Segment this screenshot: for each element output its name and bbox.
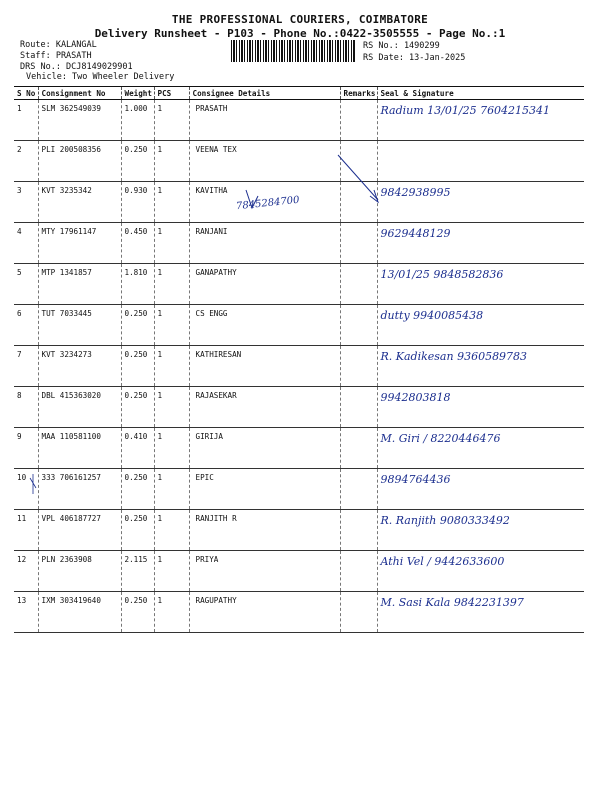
cell-pcs: 1 xyxy=(154,305,189,346)
cell-sno: 4 xyxy=(14,223,38,264)
cell-weight: 0.250 xyxy=(121,469,154,510)
cell-consignee: PRASATH xyxy=(189,100,340,141)
cell-consignment: SLM 362549039 xyxy=(38,100,121,141)
cell-consignment: IXM 303419640 xyxy=(38,592,121,633)
cell-consignment: MTY 17961147 xyxy=(38,223,121,264)
cell-signature xyxy=(377,592,584,633)
runsheet-subtitle: Delivery Runsheet - P103 - Phone No.:0422-3505555 - Page No.:1 xyxy=(94,27,506,40)
cell-pcs: 1 xyxy=(154,346,189,387)
cell-consignee: RANJANI xyxy=(189,223,340,264)
table-row xyxy=(14,264,584,305)
signature-handwriting: Radium 13/01/25 7604215341 xyxy=(380,104,551,117)
cell-signature xyxy=(377,551,584,592)
table-row xyxy=(14,100,584,141)
table-row xyxy=(14,141,584,182)
cell-remarks xyxy=(340,510,377,551)
signature-handwriting: R. Kadikesan 9360589783 xyxy=(380,350,528,363)
cell-pcs: 1 xyxy=(154,141,189,182)
cell-remarks xyxy=(340,346,377,387)
handwritten-note: 7845284700 xyxy=(235,194,301,213)
cell-sno: 8 xyxy=(14,387,38,428)
cell-consignment: DBL 415363020 xyxy=(38,387,121,428)
cell-pcs: 1 xyxy=(154,100,189,141)
signature-handwriting: 13/01/25 9848582836 xyxy=(380,268,504,281)
cell-remarks xyxy=(340,428,377,469)
table-row xyxy=(14,346,584,387)
cell-remarks xyxy=(340,182,377,223)
cell-weight: 1.000 xyxy=(121,100,154,141)
col-sno: S No xyxy=(14,87,38,100)
cell-consignee: RANJITH R xyxy=(189,510,340,551)
cell-consignee: KAVITHA xyxy=(189,182,340,223)
cell-signature xyxy=(377,264,584,305)
cell-remarks xyxy=(340,305,377,346)
col-remarks: Remarks xyxy=(340,87,377,100)
signature-handwriting: 9894764436 xyxy=(380,473,451,486)
table-header-row xyxy=(14,87,584,100)
cell-weight: 1.810 xyxy=(121,264,154,305)
signature-handwriting: M. Sasi Kala 9842231397 xyxy=(380,596,524,609)
table-row xyxy=(14,223,584,264)
signature-handwriting: Athi Vel / 9442633600 xyxy=(380,555,505,568)
cell-sno: 13 xyxy=(14,592,38,633)
cell-signature xyxy=(377,387,584,428)
cell-consignee: VEENA TEX xyxy=(189,141,340,182)
table-row xyxy=(14,387,584,428)
cell-consignment: MTP 1341857 xyxy=(38,264,121,305)
table-row xyxy=(14,592,584,633)
cell-consignment: PLI 200508356 xyxy=(38,141,121,182)
cell-consignment: VPL 406187727 xyxy=(38,510,121,551)
cell-weight: 0.410 xyxy=(121,428,154,469)
cell-weight: 0.250 xyxy=(121,346,154,387)
cell-consignee: RAGUPATHY xyxy=(189,592,340,633)
cell-sno: 5 xyxy=(14,264,38,305)
cell-weight: 0.250 xyxy=(121,387,154,428)
cell-consignee: GANAPATHY xyxy=(189,264,340,305)
cell-consignee: PRIYA xyxy=(189,551,340,592)
signature-handwriting: R. Ranjith 9080333492 xyxy=(380,514,510,527)
cell-pcs: 1 xyxy=(154,551,189,592)
cell-weight: 0.450 xyxy=(121,223,154,264)
cell-signature xyxy=(377,100,584,141)
col-consignee: Consignee Details xyxy=(189,87,340,100)
cell-pcs: 1 xyxy=(154,223,189,264)
cell-sno: 7 xyxy=(14,346,38,387)
cell-weight: 0.250 xyxy=(121,141,154,182)
cell-signature xyxy=(377,141,584,182)
cell-remarks xyxy=(340,264,377,305)
cell-weight: 0.250 xyxy=(121,592,154,633)
col-pcs: PCS xyxy=(154,87,189,100)
rs-date: RS Date: 13-Jan-2025 xyxy=(363,53,466,63)
cell-remarks xyxy=(340,100,377,141)
staff-label: Staff: PRASATH xyxy=(20,51,92,61)
cell-pcs: 1 xyxy=(154,387,189,428)
cell-consignee: CS ENGG xyxy=(189,305,340,346)
cell-sno: 1 xyxy=(14,100,38,141)
cell-signature xyxy=(377,223,584,264)
table-row xyxy=(14,305,584,346)
cell-remarks xyxy=(340,592,377,633)
signature-handwriting: M. Giri / 8220446476 xyxy=(380,432,501,445)
cell-remarks xyxy=(340,551,377,592)
col-signature: Seal & Signature xyxy=(377,87,584,100)
cell-consignment: 333 706161257 xyxy=(38,469,121,510)
vehicle-label: Vehicle: Two Wheeler Delivery xyxy=(26,72,175,82)
cell-pcs: 1 xyxy=(154,469,189,510)
cell-consignment: KVT 3235342 xyxy=(38,182,121,223)
cell-pcs: 1 xyxy=(154,264,189,305)
cell-consignee: GIRIJA xyxy=(189,428,340,469)
cell-consignment: KVT 3234273 xyxy=(38,346,121,387)
cell-weight: 0.250 xyxy=(121,305,154,346)
cell-signature xyxy=(377,305,584,346)
col-consignment: Consignment No xyxy=(38,87,121,100)
cell-sno: 12 xyxy=(14,551,38,592)
cell-consignee: EPIC xyxy=(189,469,340,510)
cell-sno: 6 xyxy=(14,305,38,346)
table-row xyxy=(14,428,584,469)
drs-label: DRS No.: DCJ8149029901 xyxy=(20,62,133,72)
route-label: Route: KALANGAL xyxy=(20,40,97,50)
cell-signature xyxy=(377,469,584,510)
table-row xyxy=(14,510,584,551)
col-weight: Weight xyxy=(121,87,154,100)
cell-pcs: 1 xyxy=(154,510,189,551)
company-title: THE PROFESSIONAL COURIERS, COIMBATORE xyxy=(171,13,429,26)
cell-sno: 9 xyxy=(14,428,38,469)
rs-info xyxy=(363,40,465,64)
cell-remarks xyxy=(340,387,377,428)
cell-sno: 3 xyxy=(14,182,38,223)
cell-weight: 0.250 xyxy=(121,510,154,551)
signature-handwriting: dutty 9940085438 xyxy=(380,309,484,322)
cell-weight: 2.115 xyxy=(121,551,154,592)
cell-weight: 0.930 xyxy=(121,182,154,223)
cell-remarks xyxy=(340,223,377,264)
cell-pcs: 1 xyxy=(154,592,189,633)
cell-sno: 10 xyxy=(14,469,38,510)
signature-handwriting: 9942803818 xyxy=(380,391,451,404)
barcode-icon xyxy=(231,40,356,62)
runsheet-table xyxy=(14,86,584,633)
cell-consignment: TUT 7033445 xyxy=(38,305,121,346)
cell-signature xyxy=(377,346,584,387)
cell-pcs: 1 xyxy=(154,182,189,223)
signature-handwriting: 9629448129 xyxy=(380,227,451,240)
rs-number: RS No.: 1490299 xyxy=(363,41,440,51)
table-row xyxy=(14,469,584,510)
cell-signature xyxy=(377,182,584,223)
cell-signature xyxy=(377,428,584,469)
cell-consignment: MAA 110581100 xyxy=(38,428,121,469)
table-row xyxy=(14,551,584,592)
signature-handwriting: 9842938995 xyxy=(380,186,451,199)
cell-remarks xyxy=(340,141,377,182)
cell-sno: 11 xyxy=(14,510,38,551)
cell-remarks xyxy=(340,469,377,510)
cell-sno: 2 xyxy=(14,141,38,182)
cell-consignee: RAJASEKAR xyxy=(189,387,340,428)
cell-pcs: 1 xyxy=(154,428,189,469)
cell-consignment: PLN 2363908 xyxy=(38,551,121,592)
cell-consignee: KATHIRESAN xyxy=(189,346,340,387)
cell-signature xyxy=(377,510,584,551)
